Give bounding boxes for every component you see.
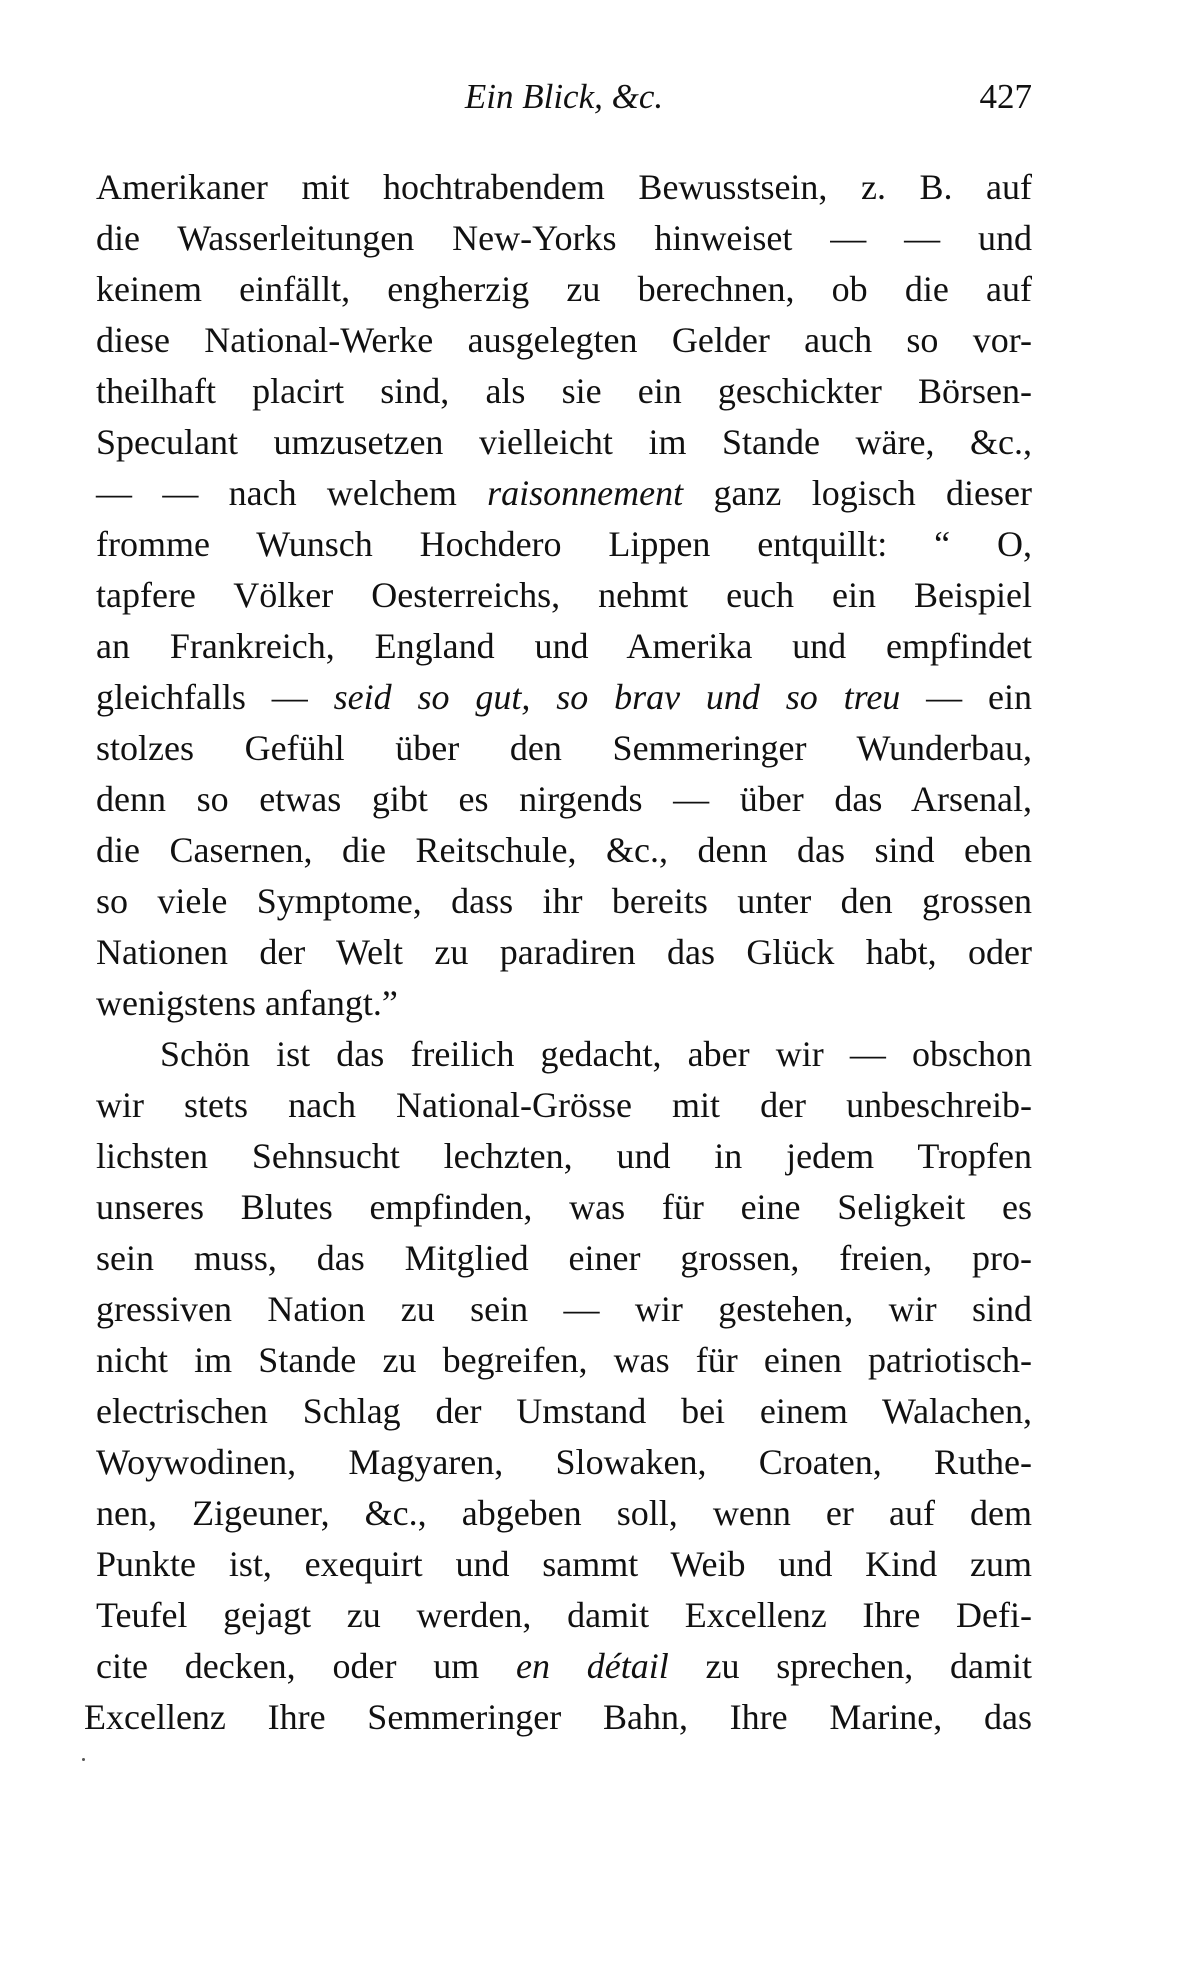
text-segment: gleichfalls — bbox=[96, 677, 334, 717]
text-segment: wenigstens anfangt.” bbox=[96, 983, 398, 1023]
text-segment: ganz logisch dieser bbox=[683, 473, 1032, 513]
text-segment: keinem einfällt, engherzig zu berechnen, ob die auf bbox=[96, 269, 1032, 309]
text-line bbox=[96, 1233, 1032, 1284]
text-line bbox=[96, 1182, 1032, 1233]
text-line bbox=[96, 1029, 1032, 1080]
text-line bbox=[96, 774, 1032, 825]
text-segment: lichsten Sehnsucht lechzten, und in jedem Tropfen bbox=[96, 1136, 1032, 1176]
text-line bbox=[96, 1590, 1032, 1641]
text-segment: nicht im Stande zu begreifen, was für einen patriotisch- bbox=[96, 1340, 1032, 1380]
text-line bbox=[96, 978, 1032, 1029]
text-segment: die Wasserleitungen New-Yorks hinweiset — — und bbox=[96, 218, 1032, 258]
text-segment: — — nach welchem bbox=[96, 473, 488, 513]
text-line bbox=[96, 723, 1032, 774]
text-segment: theilhaft placirt sind, als sie ein geschickter Börsen- bbox=[96, 371, 1032, 411]
text-segment: an Frankreich, England und Amerika und empfindet bbox=[96, 626, 1032, 666]
text-line bbox=[96, 621, 1032, 672]
text-line bbox=[96, 672, 1032, 723]
text-segment: zu sprechen, damit bbox=[668, 1646, 1032, 1686]
text-line bbox=[96, 1437, 1032, 1488]
text-line bbox=[84, 1692, 1032, 1743]
text-line bbox=[96, 927, 1032, 978]
text-segment: Amerikaner mit hochtrabendem Bewusstsein, z. B. auf bbox=[96, 167, 1032, 207]
running-head-title: Ein Blick, &c. bbox=[464, 77, 664, 116]
text-segment: Teufel gejagt zu werden, damit Excellenz Ihre Defi- bbox=[96, 1595, 1032, 1635]
text-line bbox=[96, 1641, 1032, 1692]
text-segment: die Casernen, die Reitschule, &c., denn das sind eben bbox=[96, 830, 1032, 870]
print-speck bbox=[82, 1758, 85, 1761]
text-line bbox=[96, 417, 1032, 468]
text-segment: fromme Wunsch Hochdero Lippen entquillt: “ O, bbox=[96, 524, 1032, 564]
text-segment: wir stets nach National-Grösse mit der unbeschreib- bbox=[96, 1085, 1032, 1125]
text-line bbox=[96, 1131, 1032, 1182]
text-segment: Punkte ist, exequirt und sammt Weib und Kind zum bbox=[96, 1544, 1032, 1584]
text-segment: denn so etwas gibt es nirgends — über das Arsenal, bbox=[96, 779, 1032, 819]
text-line bbox=[96, 213, 1032, 264]
text-line bbox=[96, 315, 1032, 366]
text-line bbox=[96, 468, 1032, 519]
text-segment: electrischen Schlag der Umstand bei einem Walachen, bbox=[96, 1391, 1032, 1431]
text-line bbox=[96, 519, 1032, 570]
text-segment: unseres Blutes empfinden, was für eine Seligkeit es bbox=[96, 1187, 1032, 1227]
text-segment: so viele Symptome, dass ihr bereits unter den grossen bbox=[96, 881, 1032, 921]
body-text bbox=[84, 162, 1032, 1743]
text-segment: Woywodinen, Magyaren, Slowaken, Croaten, Ruthe- bbox=[96, 1442, 1032, 1482]
text-segment: Nationen der Welt zu paradiren das Glück habt, oder bbox=[96, 932, 1032, 972]
text-line bbox=[96, 1488, 1032, 1539]
text-segment: Speculant umzusetzen vielleicht im Stande wäre, &c., bbox=[96, 422, 1032, 462]
text-segment: diese National-Werke ausgelegten Gelder auch so vor- bbox=[96, 320, 1032, 360]
text-line bbox=[96, 1080, 1032, 1131]
italic-phrase: seid so gut, so brav und so treu bbox=[333, 677, 901, 717]
text-line bbox=[96, 264, 1032, 315]
running-head bbox=[96, 72, 1032, 122]
text-segment: cite decken, oder um bbox=[96, 1646, 516, 1686]
text-line bbox=[96, 876, 1032, 927]
text-line bbox=[96, 1386, 1032, 1437]
text-line bbox=[96, 162, 1032, 213]
text-line bbox=[96, 570, 1032, 621]
page-number: 427 bbox=[979, 77, 1032, 116]
italic-phrase: en détail bbox=[516, 1646, 669, 1686]
text-segment: sein muss, das Mitglied einer grossen, freien, pro- bbox=[96, 1238, 1032, 1278]
italic-phrase: raisonnement bbox=[487, 473, 684, 513]
text-segment: nen, Zigeuner, &c., abgeben soll, wenn er auf dem bbox=[96, 1493, 1032, 1533]
text-line bbox=[96, 1539, 1032, 1590]
text-line bbox=[96, 366, 1032, 417]
text-line bbox=[96, 1335, 1032, 1386]
text-segment: tapfere Völker Oesterreichs, nehmt euch ein Beispiel bbox=[96, 575, 1032, 615]
text-line bbox=[96, 825, 1032, 876]
text-segment: stolzes Gefühl über den Semmeringer Wunderbau, bbox=[96, 728, 1032, 768]
text-segment: Schön ist das freilich gedacht, aber wir — obschon bbox=[160, 1034, 1032, 1074]
text-segment: Excellenz Ihre Semmeringer Bahn, Ihre Marine, das bbox=[84, 1697, 1032, 1737]
text-segment: — ein bbox=[900, 677, 1032, 717]
text-segment: gressiven Nation zu sein — wir gestehen, wir sind bbox=[96, 1289, 1032, 1329]
text-line bbox=[96, 1284, 1032, 1335]
